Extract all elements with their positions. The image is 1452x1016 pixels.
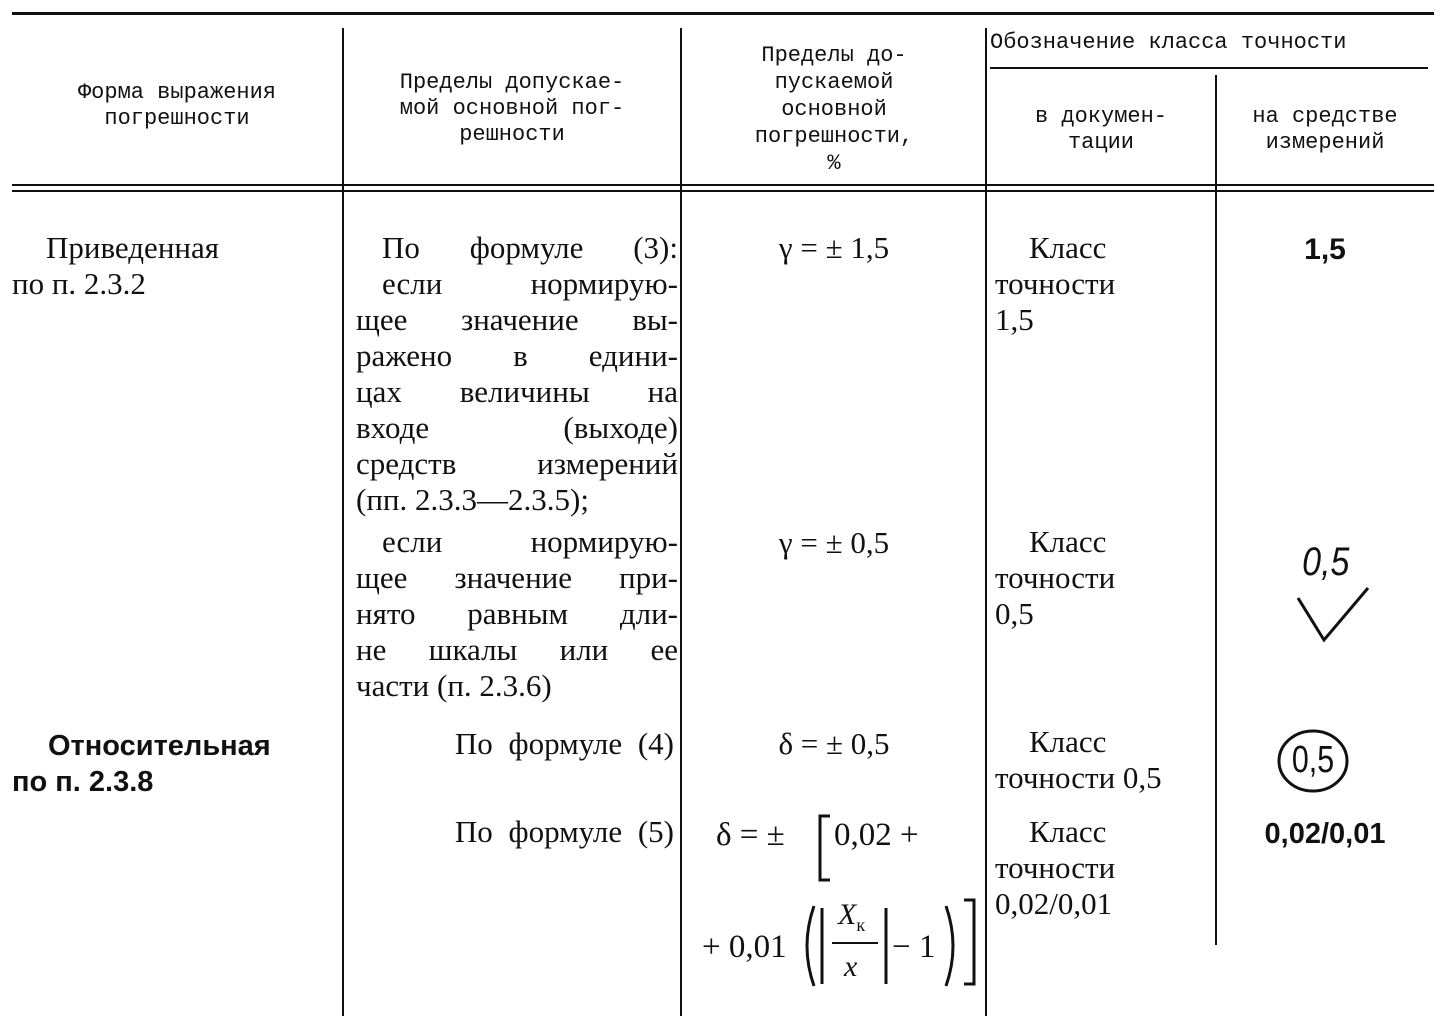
doc-line: точности 0,5 bbox=[995, 760, 1162, 795]
limits-line: не шкалы или ее bbox=[356, 632, 678, 667]
abs-bar-left-icon bbox=[818, 906, 826, 986]
limits-line: щее значение при- bbox=[356, 560, 678, 595]
header-limits bbox=[346, 70, 678, 148]
left-paren-icon bbox=[798, 904, 818, 988]
form-relative-line: по п. 2.3.8 bbox=[12, 766, 154, 798]
checkmark-icon bbox=[1290, 540, 1380, 650]
header-rule-1 bbox=[12, 184, 1434, 186]
left-square-bracket-icon bbox=[816, 814, 832, 884]
fraction-bar bbox=[832, 942, 878, 944]
limits-line: ражено в едини- bbox=[356, 338, 678, 373]
abs-bar-right-icon bbox=[882, 906, 890, 986]
doc-line: точности bbox=[995, 850, 1116, 885]
col-divider-3 bbox=[985, 28, 987, 1016]
mark-reduced-b bbox=[1290, 540, 1380, 650]
mark-relative-a bbox=[1276, 728, 1350, 794]
mark-value: 0,5 bbox=[1302, 540, 1350, 584]
formula-bracket-text bbox=[834, 816, 919, 854]
percent-relative-b bbox=[684, 800, 984, 1010]
percent-reduced-a: γ = ± 1,5 bbox=[778, 230, 890, 265]
header-form bbox=[14, 80, 340, 132]
formula-line-2-prefix bbox=[702, 928, 787, 966]
header-percent-line: % bbox=[827, 151, 841, 176]
doc-line: Класс bbox=[1029, 524, 1107, 559]
col-divider-1 bbox=[342, 28, 344, 1016]
doc-line: точности bbox=[995, 266, 1116, 301]
formula-line-2-suffix bbox=[892, 928, 935, 966]
doc-line: Класс bbox=[1029, 724, 1107, 759]
limits-line: цах величины на bbox=[356, 374, 678, 409]
formula-x: x bbox=[844, 950, 858, 983]
header-doc-line: в докумен- bbox=[1034, 104, 1168, 129]
limits-relative-b: По формуле (5) bbox=[454, 814, 674, 849]
header-instr-line: на средстве bbox=[1252, 104, 1398, 129]
header-on-instrument bbox=[1219, 104, 1431, 156]
header-instr-line: измерений bbox=[1265, 130, 1385, 155]
top-rule bbox=[12, 12, 1434, 15]
header-class-group: Обозначение класса точности bbox=[990, 30, 1347, 55]
limits-line: части (п. 2.3.6) bbox=[356, 668, 552, 703]
limits-line: нято равным дли- bbox=[356, 596, 678, 631]
formula-term: 0,02 + bbox=[834, 817, 919, 853]
header-limits-line: решности bbox=[459, 122, 565, 147]
fraction bbox=[830, 896, 880, 992]
mark-relative-b: 0,02/0,01 bbox=[1264, 818, 1386, 850]
limits-line: входе (выходе) bbox=[356, 410, 678, 445]
doc-line: Класс bbox=[1029, 814, 1107, 849]
header-limits-line: мой основной пог- bbox=[399, 96, 625, 121]
limits-line: щее значение вы- bbox=[356, 302, 678, 337]
formula-subscript: к bbox=[856, 915, 866, 935]
header-limits-line: Пределы допускае- bbox=[399, 70, 625, 95]
form-reduced-line: Приведенная bbox=[46, 230, 220, 265]
limits-line: если нормирую- bbox=[382, 524, 678, 559]
header-form-line: Форма выражения bbox=[77, 80, 277, 105]
limits-line: если нормирую- bbox=[382, 266, 678, 301]
limits-line: (пп. 2.3.3—2.3.5); bbox=[356, 482, 589, 517]
doc-relative-a bbox=[995, 724, 1213, 796]
formula-x-k: X bbox=[838, 898, 857, 931]
limits-reduced-a bbox=[356, 230, 678, 518]
doc-reduced-a bbox=[995, 230, 1213, 338]
header-percent-line: Пределы до- bbox=[761, 43, 907, 68]
formula-delta: δ = ± bbox=[716, 817, 785, 853]
col-divider-2 bbox=[680, 28, 682, 1016]
header-percent-line: пускаемой bbox=[774, 70, 894, 95]
col-divider-4 bbox=[1215, 75, 1217, 945]
mark-value: 0,5 bbox=[1291, 739, 1335, 781]
limits-line: средств измерений bbox=[356, 446, 678, 481]
header-percent bbox=[684, 42, 984, 177]
header-documentation bbox=[989, 104, 1213, 156]
doc-line: Класс bbox=[1029, 230, 1107, 265]
doc-relative-b bbox=[995, 814, 1213, 922]
fraction-denominator bbox=[844, 948, 857, 986]
doc-line: 0,02/0,01 bbox=[995, 886, 1113, 921]
header-rule-2 bbox=[12, 190, 1434, 192]
header-doc-line: тации bbox=[1067, 130, 1134, 155]
right-square-bracket-icon bbox=[962, 898, 978, 988]
doc-line: точности bbox=[995, 560, 1116, 595]
form-reduced bbox=[12, 230, 340, 302]
formula-term: + 0,01 bbox=[702, 929, 787, 965]
limits-line: По формуле (3): bbox=[382, 230, 678, 265]
mark-reduced-a: 1,5 bbox=[1304, 233, 1346, 266]
group-underline bbox=[990, 67, 1428, 69]
right-paren-icon bbox=[942, 904, 962, 988]
header-percent-line: основной bbox=[781, 97, 887, 122]
header-form-line: погрешности bbox=[104, 106, 250, 131]
percent-relative-a: δ = ± 0,5 bbox=[778, 726, 890, 761]
percent-reduced-b: γ = ± 0,5 bbox=[778, 525, 890, 560]
header-percent-line: погрешности, bbox=[754, 124, 914, 149]
doc-line: 0,5 bbox=[995, 596, 1034, 631]
form-reduced-line: по п. 2.3.2 bbox=[12, 266, 146, 301]
form-relative-line: Относительная bbox=[48, 730, 271, 762]
limits-reduced-b bbox=[356, 524, 678, 704]
doc-reduced-b bbox=[995, 524, 1213, 632]
formula-line-1 bbox=[716, 816, 785, 854]
limits-relative-a: По формуле (4) bbox=[454, 726, 674, 761]
fraction-numerator bbox=[838, 896, 865, 944]
formula-term: − 1 bbox=[892, 929, 936, 965]
doc-line: 1,5 bbox=[995, 302, 1034, 337]
form-relative bbox=[12, 728, 340, 800]
